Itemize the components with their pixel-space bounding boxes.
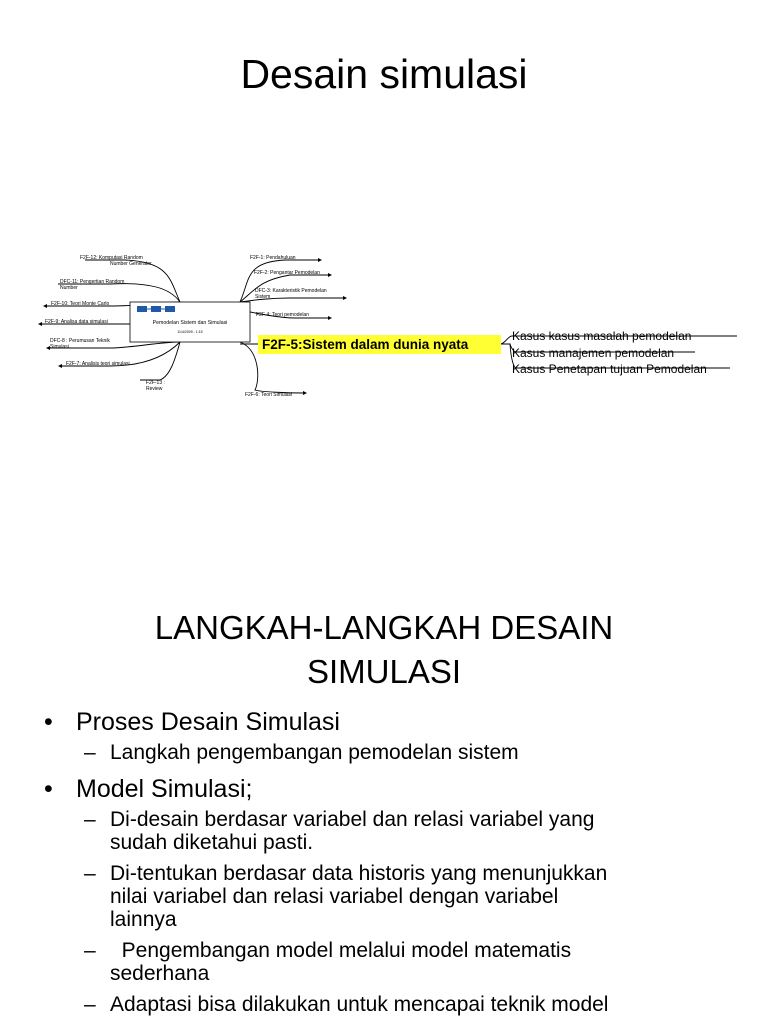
sub-bullet-item xyxy=(44,939,744,985)
bullet-item xyxy=(44,774,744,804)
sub-bullet-line: sudah diketahui pasti. xyxy=(110,831,314,854)
connector-dots xyxy=(137,306,175,312)
bullet-list xyxy=(44,707,744,1024)
slide-title-desain-simulasi: Desain simulasi xyxy=(240,51,528,97)
bullet-dot: • xyxy=(44,775,53,803)
mind-map-center-title: Pemodelan Sistem dan Simulasi xyxy=(152,320,228,326)
sub-bullet-dash: – xyxy=(84,993,96,1016)
mind-map-node: F2F-10: Teori Monte Carlo xyxy=(51,301,110,307)
highlight-node-label: F2F-5:Sistem dalam dunia nyata xyxy=(262,337,469,352)
title-line: LANGKAH-LANGKAH DESAIN xyxy=(154,609,614,646)
sub-bullet-line: lainnya xyxy=(110,908,177,931)
sub-bullet-item xyxy=(44,741,744,764)
mind-map-node: F2F-13 : xyxy=(146,380,165,386)
mind-map-diagram xyxy=(30,240,750,410)
bullet-dot: • xyxy=(44,708,53,736)
mind-map-node: F2F-6: Teori Simulasi xyxy=(245,392,293,398)
mind-map-sub-item: Kasus kasus masalah pemodelan xyxy=(512,329,692,343)
sub-bullet-item xyxy=(44,993,744,1016)
mind-map-node: DFC-8 : Perumusan Teknik xyxy=(50,338,110,344)
mind-map-node: Number xyxy=(60,285,78,291)
slide-title-langkah-langkah xyxy=(0,606,768,694)
mind-map-sub-item: Kasus manajemen pemodelan xyxy=(512,346,675,360)
sub-bullet-line: Adaptasi bisa dilakukan untuk mencapai teknik model xyxy=(110,993,609,1016)
sub-bullet-dash: – xyxy=(84,741,96,764)
sub-bullet-item xyxy=(44,808,744,854)
sub-bullet-dash: – xyxy=(84,808,96,831)
sub-bullet-line: nilai variabel dan relasi variabel dengan variabel xyxy=(110,885,559,908)
mind-map-node: Simulasi xyxy=(50,344,69,350)
sub-bullet-line: Pengembangan model melalui model matematis xyxy=(110,939,572,962)
mind-map-node: Sistem xyxy=(255,294,271,300)
sub-bullet-line: Di-tentukan berdasar data historis yang menunjukkan xyxy=(110,862,608,885)
bullet-text: Proses Desain Simulasi xyxy=(76,708,340,736)
sub-bullet-dash: – xyxy=(84,862,96,885)
mind-map-node: DFC-3: Karakteristik Pemodelan xyxy=(255,288,327,294)
mind-map-node: F2F-7: Analisis teori simulasi xyxy=(66,361,130,367)
mind-map-node: Review xyxy=(146,386,163,392)
mind-map-node: F2F-4: Teori pemodelan xyxy=(256,312,309,318)
mind-map-node: F2F-2: Pengantar Pemodelan xyxy=(254,270,320,276)
sub-bullet-line: sederhana xyxy=(110,962,210,985)
mind-map-center-subtitle: 11/4/2009 - 1:15 xyxy=(177,330,203,334)
sub-bullet-dash: – xyxy=(84,939,96,962)
mind-map-node: DFC-11: Pengertian Random xyxy=(60,279,125,285)
bullet-item xyxy=(44,707,744,737)
sub-bullet-line: Langkah pengembangan pemodelan sistem xyxy=(110,741,519,764)
mind-map-node: F2F-12: Komputasi Random xyxy=(80,255,143,261)
bullet-text: Model Simulasi; xyxy=(76,775,253,803)
title-line: SIMULASI xyxy=(306,653,462,690)
mind-map-sub-item: Kasus Penetapan tujuan Pemodelan xyxy=(512,362,707,376)
mind-map-node: F2F-1: Pendahuluan xyxy=(250,255,296,261)
mind-map-node: F2F-9: Analisa data simulasi xyxy=(45,319,108,325)
mind-map-node: Number Generator xyxy=(110,261,152,267)
sub-bullet-line: Di-desain berdasar variabel dan relasi variabel yang xyxy=(110,808,595,831)
sub-bullet-item xyxy=(44,862,744,931)
